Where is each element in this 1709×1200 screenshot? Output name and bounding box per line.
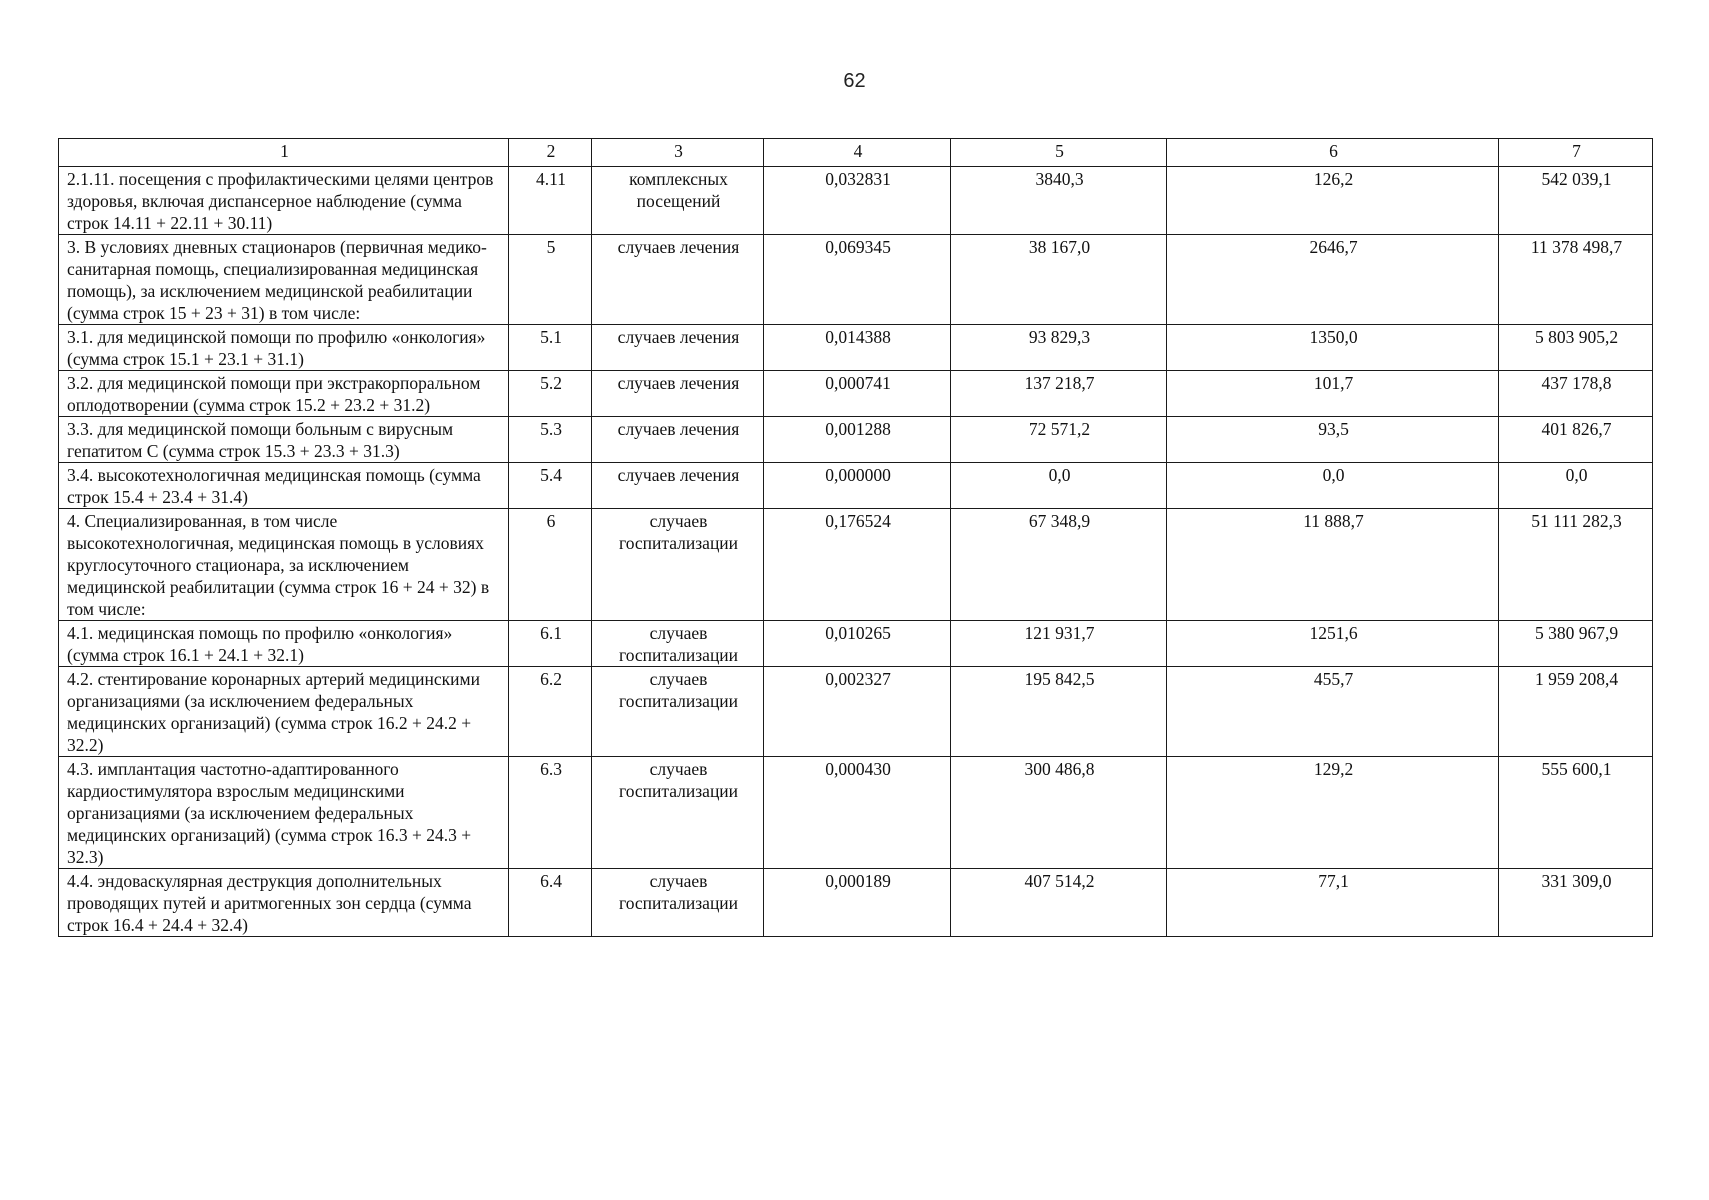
table-row	[59, 757, 1653, 869]
cell-col7: 5 380 967,9	[1499, 621, 1653, 667]
table-row	[59, 417, 1653, 463]
table-row	[59, 463, 1653, 509]
cell-col4: 0,014388	[764, 325, 951, 371]
cell-description: 3.1. для медицинской помощи по профилю «онкология» (сумма строк 15.1 + 23.1 + 31.1)	[59, 325, 509, 371]
table-row	[59, 371, 1653, 417]
cell-description: 4. Специализированная, в том числе высокотехнологичная, медицинская помощь в условиях круглосуточного стационара, за исключением медицинской реабилитации (сумма строк 16 + 24 + 32) в том числе:	[59, 509, 509, 621]
header-cell: 2	[509, 139, 592, 167]
table-row	[59, 869, 1653, 937]
header-row	[59, 139, 1653, 167]
cell-col6: 455,7	[1167, 667, 1499, 757]
cell-unit: случаев госпитализации	[592, 667, 764, 757]
cell-unit: случаев госпитализации	[592, 621, 764, 667]
cell-row-code: 5.2	[509, 371, 592, 417]
cell-description: 4.4. эндоваскулярная деструкция дополнительных проводящих путей и аритмогенных зон сердца (сумма строк 16.4 + 24.4 + 32.4)	[59, 869, 509, 937]
cell-col4: 0,176524	[764, 509, 951, 621]
cell-col6: 2646,7	[1167, 235, 1499, 325]
page-number: 62	[843, 70, 866, 92]
cell-unit: случаев лечения	[592, 235, 764, 325]
cell-row-code: 6.4	[509, 869, 592, 937]
table-row	[59, 667, 1653, 757]
cell-col4: 0,032831	[764, 167, 951, 235]
cell-description: 4.1. медицинская помощь по профилю «онкология» (сумма строк 16.1 + 24.1 + 32.1)	[59, 621, 509, 667]
cell-col5: 67 348,9	[951, 509, 1167, 621]
cell-unit: случаев госпитализации	[592, 757, 764, 869]
cell-col5: 72 571,2	[951, 417, 1167, 463]
cell-col5: 3840,3	[951, 167, 1167, 235]
cell-description: 4.2. стентирование коронарных артерий медицинскими организациями (за исключением федеральных медицинских организаций) (сумма строк 16.2 + 24.2 + 32.2)	[59, 667, 509, 757]
cell-row-code: 4.11	[509, 167, 592, 235]
cell-description: 4.3. имплантация частотно-адаптированного кардиостимулятора взрослым медицинскими организациями (за исключением федеральных медицинских организаций) (сумма строк 16.3 + 24.3 + 32.3)	[59, 757, 509, 869]
cell-row-code: 5.1	[509, 325, 592, 371]
table-row	[59, 325, 1653, 371]
cell-col4: 0,000000	[764, 463, 951, 509]
cell-col5: 195 842,5	[951, 667, 1167, 757]
cell-row-code: 5	[509, 235, 592, 325]
cell-col4: 0,002327	[764, 667, 951, 757]
cell-row-code: 6.3	[509, 757, 592, 869]
cell-col7: 11 378 498,7	[1499, 235, 1653, 325]
table-row	[59, 167, 1653, 235]
cell-col7: 542 039,1	[1499, 167, 1653, 235]
cell-col6: 101,7	[1167, 371, 1499, 417]
cell-col7: 51 111 282,3	[1499, 509, 1653, 621]
cell-col6: 93,5	[1167, 417, 1499, 463]
cell-col5: 407 514,2	[951, 869, 1167, 937]
cell-description: 3.2. для медицинской помощи при экстракорпоральном оплодотворении (сумма строк 15.2 + 23.2 + 31.2)	[59, 371, 509, 417]
cell-col6: 11 888,7	[1167, 509, 1499, 621]
cell-col6: 0,0	[1167, 463, 1499, 509]
cell-col4: 0,069345	[764, 235, 951, 325]
cell-col7: 331 309,0	[1499, 869, 1653, 937]
cell-row-code: 5.4	[509, 463, 592, 509]
cell-unit: комплексных посещений	[592, 167, 764, 235]
cell-row-code: 6.1	[509, 621, 592, 667]
cell-col4: 0,000741	[764, 371, 951, 417]
cell-col6: 129,2	[1167, 757, 1499, 869]
cell-col7: 401 826,7	[1499, 417, 1653, 463]
cell-col5: 93 829,3	[951, 325, 1167, 371]
cell-description: 3.3. для медицинской помощи больным с вирусным гепатитом С (сумма строк 15.3 + 23.3 + 31.3)	[59, 417, 509, 463]
cell-col5: 0,0	[951, 463, 1167, 509]
table-row	[59, 621, 1653, 667]
cell-col4: 0,000189	[764, 869, 951, 937]
header-cell: 4	[764, 139, 951, 167]
cell-description: 2.1.11. посещения с профилактическими целями центров здоровья, включая диспансерное наблюдение (сумма строк 14.11 + 22.11 + 30.11)	[59, 167, 509, 235]
cell-unit: случаев лечения	[592, 463, 764, 509]
cell-col7: 437 178,8	[1499, 371, 1653, 417]
cell-col4: 0,010265	[764, 621, 951, 667]
cell-unit: случаев лечения	[592, 325, 764, 371]
cell-col5: 137 218,7	[951, 371, 1167, 417]
cell-row-code: 6.2	[509, 667, 592, 757]
header-cell: 1	[59, 139, 509, 167]
cell-row-code: 6	[509, 509, 592, 621]
cell-col7: 0,0	[1499, 463, 1653, 509]
cell-col5: 38 167,0	[951, 235, 1167, 325]
header-cell: 7	[1499, 139, 1653, 167]
cell-col4: 0,001288	[764, 417, 951, 463]
cell-col5: 300 486,8	[951, 757, 1167, 869]
data-table	[58, 138, 1653, 937]
table-body	[59, 167, 1653, 937]
header-cell: 6	[1167, 139, 1499, 167]
cell-col6: 126,2	[1167, 167, 1499, 235]
cell-col4: 0,000430	[764, 757, 951, 869]
table-row	[59, 509, 1653, 621]
cell-col6: 1251,6	[1167, 621, 1499, 667]
header-cell: 5	[951, 139, 1167, 167]
cell-unit: случаев лечения	[592, 417, 764, 463]
cell-unit: случаев лечения	[592, 371, 764, 417]
cell-unit: случаев госпитализации	[592, 509, 764, 621]
table-row	[59, 235, 1653, 325]
header-cell: 3	[592, 139, 764, 167]
cell-col6: 1350,0	[1167, 325, 1499, 371]
cell-description: 3. В условиях дневных стационаров (первичная медико-санитарная помощь, специализированная медицинская помощь), за исключением медицинской реабилитации (сумма строк 15 + 23 + 31) в том числе:	[59, 235, 509, 325]
cell-unit: случаев госпитализации	[592, 869, 764, 937]
cell-col7: 555 600,1	[1499, 757, 1653, 869]
cell-col6: 77,1	[1167, 869, 1499, 937]
cell-description: 3.4. высокотехнологичная медицинская помощь (сумма строк 15.4 + 23.4 + 31.4)	[59, 463, 509, 509]
cell-row-code: 5.3	[509, 417, 592, 463]
cell-col7: 1 959 208,4	[1499, 667, 1653, 757]
cell-col5: 121 931,7	[951, 621, 1167, 667]
cell-col7: 5 803 905,2	[1499, 325, 1653, 371]
